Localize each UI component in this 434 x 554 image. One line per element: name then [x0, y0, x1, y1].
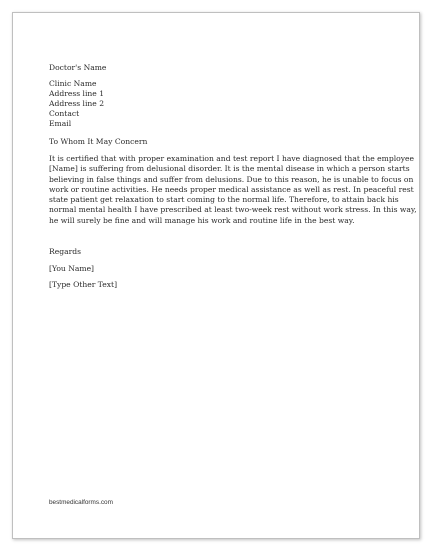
- letter-body: [49, 154, 417, 226]
- doctor-name: Doctor's Name: [49, 63, 107, 72]
- body-line: work or routine activities. He needs proper medical assistance as well as rest. In peaceful rest: [49, 184, 414, 194]
- body-line: normal mental health I have prescribed at least two-week rest without work stress. In this way,: [49, 205, 417, 215]
- contact: Contact: [49, 109, 80, 118]
- address-line-1: Address line 1: [49, 89, 105, 98]
- clinic-name: Clinic Name: [49, 79, 97, 88]
- address-line-2: Address line 2: [49, 99, 105, 108]
- salutation: To Whom It May Concern: [49, 137, 148, 146]
- body-line: believing in false things and suffer from delusions. Due to this reason, he is unable to focus on: [49, 174, 414, 184]
- closing: Regards: [49, 247, 81, 256]
- letter-page: [12, 12, 420, 539]
- other-text: [Type Other Text]: [49, 280, 118, 289]
- body-line: state patient get relaxation to start coming to the normal life. Therefore, to attain back his: [49, 195, 399, 205]
- body-line: It is certified that with proper examination and test report I have diagnosed that the employee: [49, 154, 414, 163]
- footer-website: bestmedicalforms.com: [49, 499, 113, 506]
- body-line: he will surely be fine and will manage his work and routine life in the best way.: [49, 215, 355, 225]
- body-line: [Name] is suffering from delusional disorder. It is the mental disease in which a person starts: [49, 164, 410, 174]
- email: Email: [49, 119, 72, 128]
- signature-name: [You Name]: [49, 264, 95, 273]
